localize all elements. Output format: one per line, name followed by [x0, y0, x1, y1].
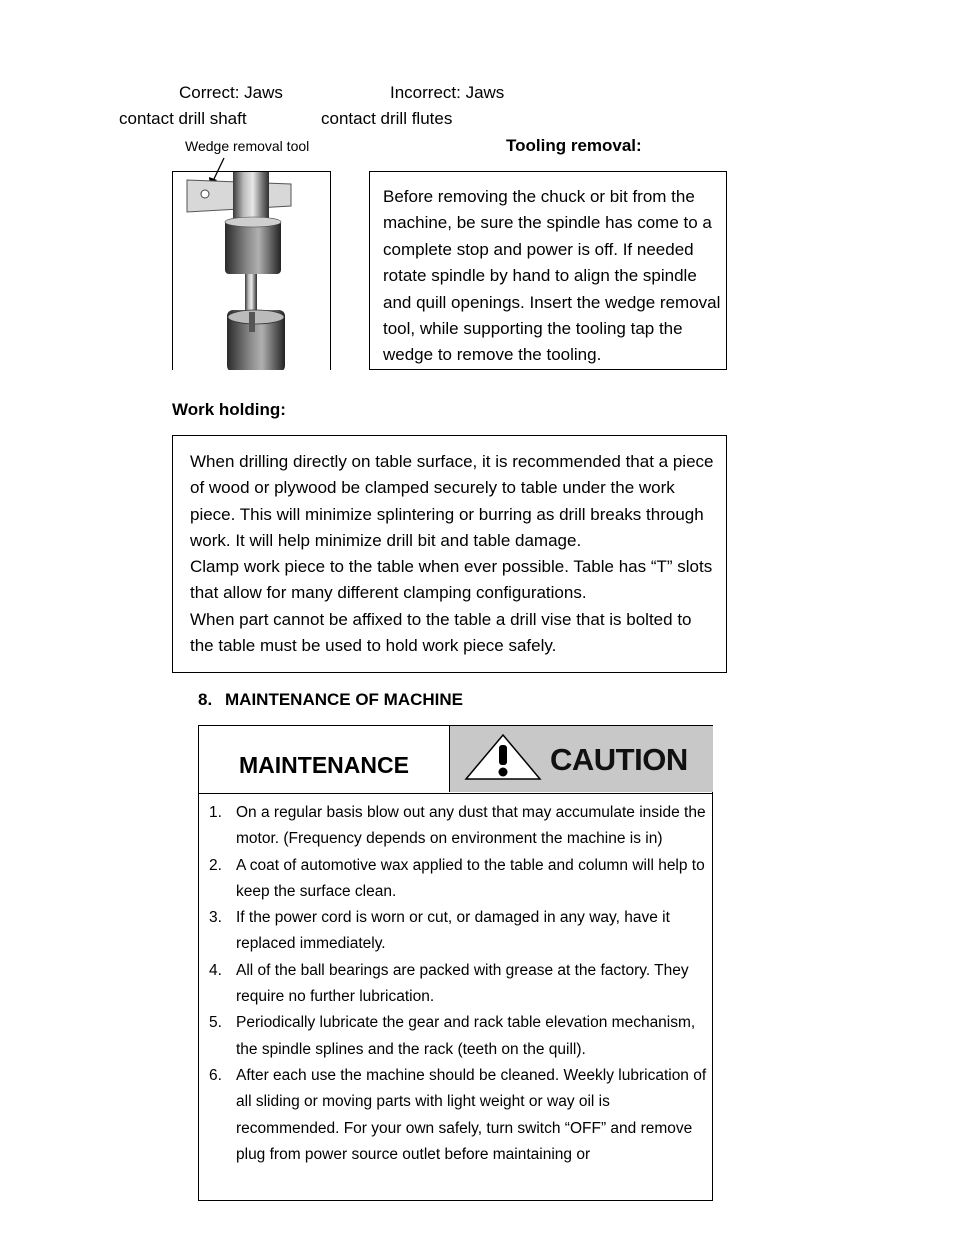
list-item-text: After each use the machine should be cleaned. Weekly lubrication of all sliding or moving parts with light weight or way oil is recommended. For your own safely, turn switch “OFF” and remove plug from power source outlet before maintaining or: [236, 1066, 707, 1163]
work-holding-heading: Work holding:: [172, 400, 286, 419]
tooling-removal-heading: Tooling removal:: [506, 136, 642, 155]
list-item-text: Periodically lubricate the gear and rack table elevation mechanism, the spindle splines and the rack (teeth on the quill).: [236, 1014, 696, 1058]
caution-label: CAUTION: [550, 742, 688, 777]
wedge-tool-label: Wedge removal tool: [185, 138, 310, 154]
maintenance-table-header: [199, 726, 712, 794]
incorrect-caption-line1: Incorrect: Jaws: [390, 83, 505, 102]
list-item: [209, 905, 707, 958]
work-holding-paragraph-1: When drilling directly on table surface, it is recommended that a piece of wood or plywood be clamped securely to table under the work piece. This will minimize splintering or burring as drill breaks through work. It will help minimize drill bit and table damage.: [190, 452, 714, 550]
incorrect-caption-line2: contact drill flutes: [321, 109, 453, 128]
list-item: [209, 958, 707, 1011]
wedge-tool-photo-frame: [172, 171, 331, 370]
list-item: [209, 1010, 707, 1063]
tooling-removal-box: [369, 171, 727, 370]
list-item-text: If the power cord is worn or cut, or damaged in any way, have it replaced immediately.: [236, 909, 670, 953]
work-holding-box: [172, 435, 727, 673]
tooling-removal-text: Before removing the chuck or bit from the machine, be sure the spindle has come to a complete stop and power is off. If needed rotate spindle by hand to align the spindle and quill openings. Insert the wedge removal tool, while supporting the tooling tap the wedge to remove the tooling.: [383, 187, 721, 365]
list-item-text: A coat of automotive wax applied to the table and column will help to keep the surface clean.: [236, 856, 705, 900]
list-item-number: 3.: [209, 909, 222, 927]
list-item-number: 5.: [209, 1014, 222, 1032]
maintenance-table: [198, 725, 713, 1201]
warning-triangle-icon: [462, 732, 544, 782]
list-item-number: 1.: [209, 804, 222, 821]
list-item: [209, 853, 707, 906]
maintenance-title: MAINTENANCE: [239, 752, 409, 778]
section-title: MAINTENANCE OF MACHINE: [225, 690, 463, 709]
list-item-text: On a regular basis blow out any dust that may accumulate inside the motor. (Frequency depends on environment the machine is in): [236, 804, 706, 848]
maintenance-list: [209, 800, 707, 1168]
list-item-number: 6.: [209, 1066, 222, 1084]
list-item-text: All of the ball bearings are packed with grease at the factory. They require no further lubrication.: [236, 961, 689, 1006]
list-item: [209, 1063, 707, 1168]
correct-caption-line2: contact drill shaft: [119, 109, 247, 128]
work-holding-text: [190, 449, 715, 659]
work-holding-paragraph-3: When part cannot be affixed to the table a drill vise that is bolted to the table must be used to hold work piece safely.: [190, 609, 692, 656]
section-number: 8.: [198, 690, 213, 709]
list-item-number: 4.: [209, 961, 222, 979]
list-item: [209, 800, 707, 853]
caution-cell: [449, 726, 713, 792]
correct-caption-line1: Correct: Jaws: [179, 83, 283, 102]
work-holding-paragraph-2: Clamp work piece to the table when ever possible. Table has “T” slots that allow for many different clamping configurations.: [190, 557, 713, 603]
list-item-number: 2.: [209, 856, 222, 874]
maintenance-title-cell: [199, 726, 449, 792]
spindle-wedge-illustration: [173, 172, 330, 370]
